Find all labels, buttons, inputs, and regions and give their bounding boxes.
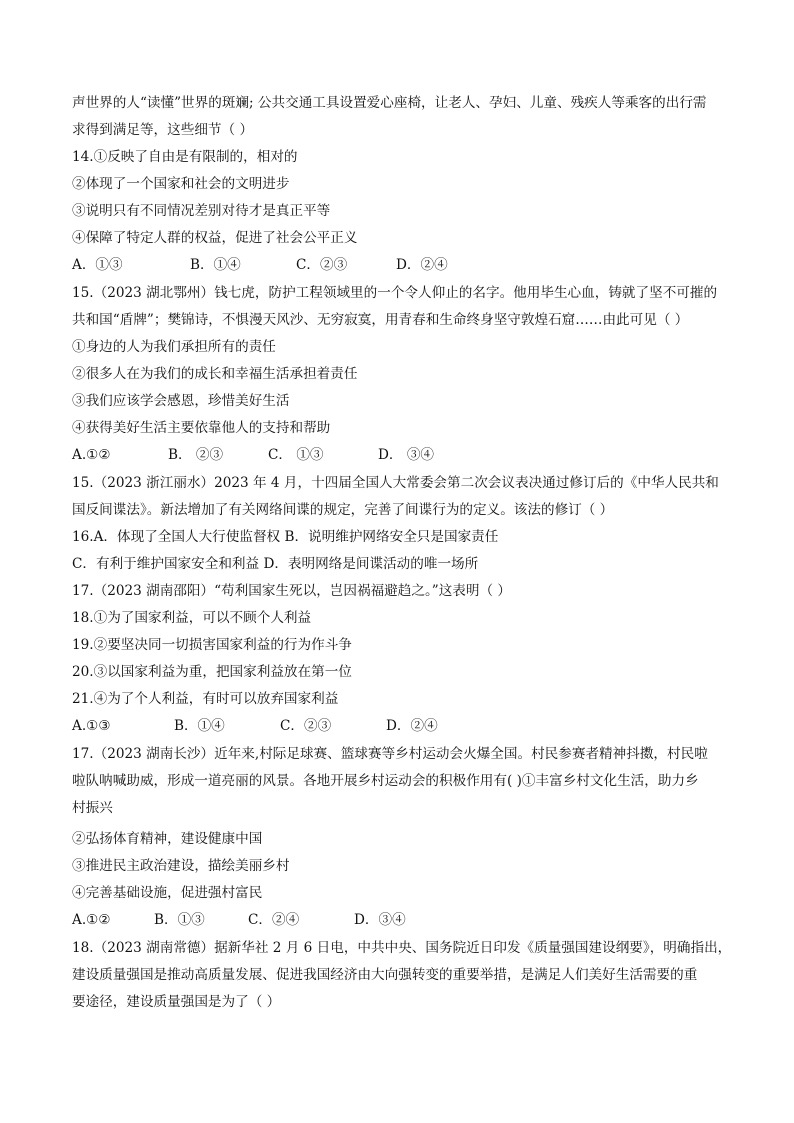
text-line: 15.（2023 湖北鄂州）钱七虎，防护工程领域里的一个令人仰止的名字。他用毕生心血，铸就了坚不可摧的 [72,285,718,301]
text-line: 14.①反映了自由是有限制的，相对的 [72,149,298,165]
answer-options [72,446,722,464]
text-line: 18.（2023 湖南常德）据新华社 2 月 6 日电，中共中央、国务院近日印发《质量强国建设纲要》，明确指出， [72,940,732,956]
option-d: D． ③④ [378,447,435,463]
text-line: ④完善基础设施，促进强村富民 [72,885,263,901]
text-line: ②体现了一个国家和社会的文明进步 [72,176,290,192]
text-line: 声世界的人“读懂”世界的斑斓; 公共交通工具设置爱心座椅，让老人、孕妇、儿童、残疾人等乘客的出行需 [72,95,707,111]
option-b: B． ②③ [168,447,224,463]
text-line: 国反间谍法》。新法增加了有关网络间谍的规定，完善了间谍行为的定义。该法的修订（ ） [72,502,614,518]
text-line: 16.A．体现了全国人大行使监督权 B．说明维护网络安全只是国家责任 [72,529,499,545]
text-line: 17.（2023 湖南长沙）近年来,村际足球赛、篮球赛等乡村运动会火爆全国。村民参赛者精神抖擞，村民啦 [72,746,708,762]
text-line: 21.④为了个人利益，有时可以放弃国家利益 [72,691,339,707]
text-line: 建设质量强国是推动高质量发展、促进我国经济由大向强转变的重要举措，是满足人们美好生活需要的重 [72,967,698,983]
option-c: C．②③ [296,257,348,273]
text-line: 18.①为了国家利益，可以不顾个人利益 [72,610,312,626]
text-line: ②很多人在为我们的成长和幸福生活承担着责任 [72,366,358,382]
text-line: 17.（2023 湖南邵阳）“苟利国家生死以，岂因祸福避趋之。”这表明（ ） [72,583,511,599]
text-line: ④保障了特定人群的权益，促进了社会公平正义 [72,230,358,246]
answer-options [72,256,722,274]
text-line: ③推进民主政治建设，描绘美丽乡村 [72,858,290,874]
option-b: B．①③ [154,912,205,928]
option-a: A.①② [72,912,111,928]
text-line: C．有利于维护国家安全和利益 D．表明网络是间谍活动的唯一场所 [72,556,479,572]
option-b: B．①④ [190,257,241,273]
text-line: ④获得美好生活主要依靠他人的支持和帮助 [72,420,331,436]
text-line: 村振兴 [72,800,113,816]
option-a: A.①② [72,447,111,463]
text-line: 要途径，建设质量强国是为了（ ） [72,994,281,1010]
text-line: 19.②要坚决同一切损害国家利益的行为作斗争 [72,637,352,653]
text-line: ③说明只有不同情况差别对待才是真正平等 [72,203,331,219]
text-line: 啦队呐喊助威，形成一道亮丽的风景。各地开展乡村运动会的积极作用有( )①丰富乡村文化生活，助力乡 [72,773,699,789]
option-a: A.①③ [72,718,111,734]
text-line: 共和国“盾牌”；樊锦诗，不惧漫天风沙、无穷寂寞，用青春和生命终身坚守敦煌石窟……由此可见（ ） [72,312,689,328]
answer-options [72,911,722,929]
text-line: 20.③以国家利益为重，把国家利益放在第一位 [72,664,352,680]
text-line: ③我们应该学会感恩，珍惜美好生活 [72,393,290,409]
option-d: D．③④ [354,912,406,928]
answer-options [72,717,722,735]
text-line: ②弘扬体育精神，建设健康中国 [72,831,263,847]
text-line: 15.（2023 浙江丽水）2023 年 4 月，十四届全国人大常委会第二次会议表决通过修订后的《中华人民共和 [72,475,719,491]
option-b: B．①④ [174,718,225,734]
option-c: C．②④ [248,912,300,928]
text-line: ①身边的人为我们承担所有的责任 [72,339,276,355]
option-c: C．②③ [280,718,332,734]
option-d: D．②④ [386,718,438,734]
text-line: 求得到满足等，这些细节（ ） [72,122,254,138]
option-c: C． ①③ [268,447,324,463]
option-a: A．①③ [72,257,123,273]
option-d: D．②④ [396,257,448,273]
